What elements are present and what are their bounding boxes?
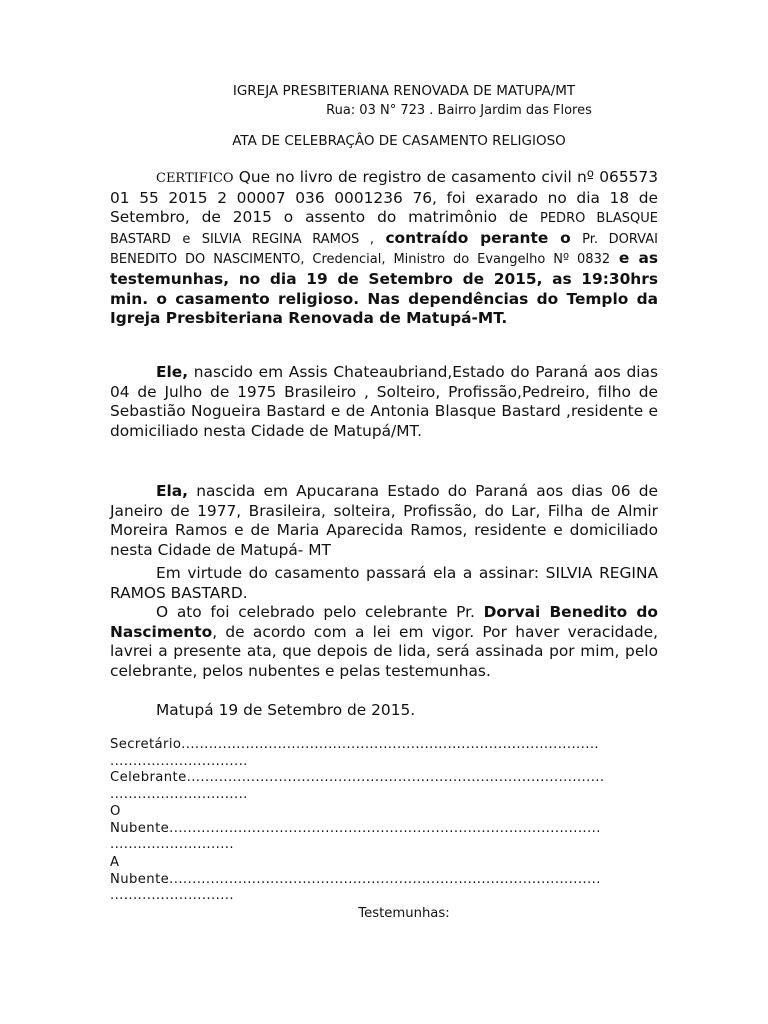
paragraph-groom: Ele, nascido em Assis Chateaubriand,Estado do Paraná aos dias 04 de Julho de 1975 Brasileiro , Solteiro, Profissão,Pedreiro, filho de Sebastião Nogueira Bastard e de Antonia Blasque Bastard ,residente e domiciliado nesta Cidade de Matupá/MT. (110, 363, 658, 440)
paragraph-bride: Ela, nascida em Apucarana Estado do Paraná aos dias 06 de Janeiro de 1977, Brasileira, solteira, Profissão, do Lar, Filha de Almir Moreira Ramos e de Maria Aparecida Ramos, residente e domiciliado nesta Cidade de Matupá- MT (110, 482, 658, 559)
signature-secretary: Secretário........................................................................................... .............................. (110, 737, 600, 769)
church-name: IGREJA PRESBITERIANA RENOVADA DE MATUPA/MT (232, 83, 576, 99)
celebrant-credential: Pr. DORVAI BENEDITO DO NASCIMENTO, Credencial, Ministro do Evangelho Nº 0832 (110, 231, 658, 268)
groom-name: PEDRO BLASQUE BASTARD (110, 211, 658, 247)
paragraph-certificate: CERTIFICO Que no livro de registro de casamento civil nº 065573 01 55 2015 2 00007 036 0001236 76, foi exarado no dia 18 de Setembro, de 2015 o assento do matrimônio de PEDRO BLASQUE BASTARD e SILVIA REGINA RAMOS , contraído perante o Pr. DORVAI BENEDITO DO NASCIMENTO, Credencial, Ministro do Evangelho Nº 0832 e as testemunhas, no dia 19 de Setembro de 2015, as 19:30hrs min. o casamento religioso. Nas dependências do Templo da Igreja Presbiteriana Renovada de Matupá-MT. (110, 168, 659, 328)
document-title: ATA DE CELEBRAÇÂO DE CASAMENTO RELIGIOSO (232, 133, 566, 149)
signature-bride: A Nubente.............................................................................................. ........................... (110, 855, 601, 903)
bride-name: SILVIA REGINA RAMOS , (201, 231, 375, 247)
certifico-label: CERTIFICO (156, 171, 234, 186)
paragraph-celebration: O ato foi celebrado pelo celebrante Pr. Dorvai Benedito do Nascimento, de acordo com a lei em vigor. Por haver veracidade, lavrei a presente ata, que depois de lida, será assinada por mim, pelo celebrante, pelos nubentes e pelas testemunhas. (110, 603, 658, 680)
signature-groom: O Nubente.............................................................................................. ........................... (110, 804, 601, 852)
paragraph-new-name: Em virtude do casamento passará ela a assinar: SILVIA REGINA RAMOS BASTARD. (110, 564, 658, 602)
celebrant-name: Dorvai Benedito do Nascimento (110, 603, 658, 641)
church-address: Rua: 03 N° 723 . Bairro Jardim das Flores (326, 103, 592, 118)
signature-celebrant: Celebrante........................................................................................... .............................. (110, 770, 605, 802)
witnesses-label: Testemunhas: (358, 906, 450, 921)
paragraph-date: Matupá 19 de Setembro de 2015. (156, 701, 416, 719)
